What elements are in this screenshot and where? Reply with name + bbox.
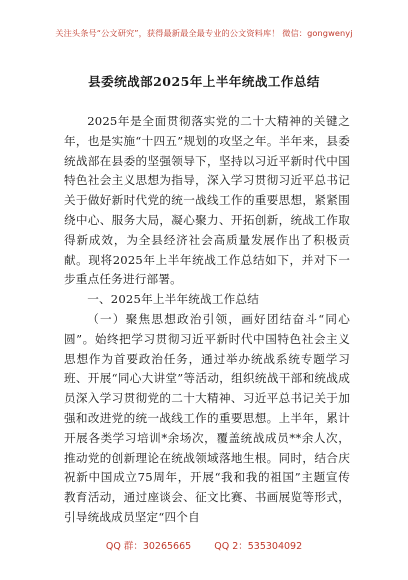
document-title: 县委统战部2025年上半年统战工作总结 bbox=[88, 74, 320, 89]
section-heading: 一、2025年上半年统战工作总结 bbox=[87, 292, 260, 307]
footer-contact bbox=[0, 538, 408, 552]
paragraph-intro: 2025年是全面贯彻落实党的二十大精神的关键之年，也是实施“十四五”规划的攻坚之年。半年来，县委统战部在县委的坚强领导下，坚持以习近平新时代中国特色社会主义思想为指导，深入学习贯彻习近平总书记关于做好新时代党的统一战线工作的重要思想，紧紧围绕中心、服务大局，凝心聚力、开拓创新，统战工作取得新成效，为全县经济社会高质量发展作出了积极贡献。现将2025年上半年统战工作总结如下，并对下一步重点任务进行部署。 bbox=[64, 114, 350, 287]
paragraph-section-1: （一）聚焦思想政治引领，画好团结奋斗“同心圆”。始终把学习贯彻习近平新时代中国特色社会主义思想作为首要政治任务，通过举办统战系统专题学习班、开展“同心大讲堂”等活动，组织统战干部和统战成员深入学习贯彻党的二十大精神、习近平总书记关于加强和改进党的统一战线工作的重要思想。上半年，累计开展各类学习培训*余场次，覆盖统战成员**余人次，推动党的创新理论在统战领域落地生根。同时，结合庆祝新中国成立75周年，开展“我和我的祖国”主题宣传教育活动，通过座谈会、征文比赛、书画展览等形式，引导统战成员坚定“四个自 bbox=[64, 311, 350, 524]
footer-qq-number: QQ 2：535304092 bbox=[214, 541, 303, 552]
header-banner: 关注头条号“公文研究”，获得最新最全最专业的公文资料库！ 微信：gongwenyj bbox=[55, 28, 353, 38]
footer-qq-group: QQ 群：30265665 bbox=[105, 541, 192, 552]
document-body bbox=[64, 112, 350, 528]
